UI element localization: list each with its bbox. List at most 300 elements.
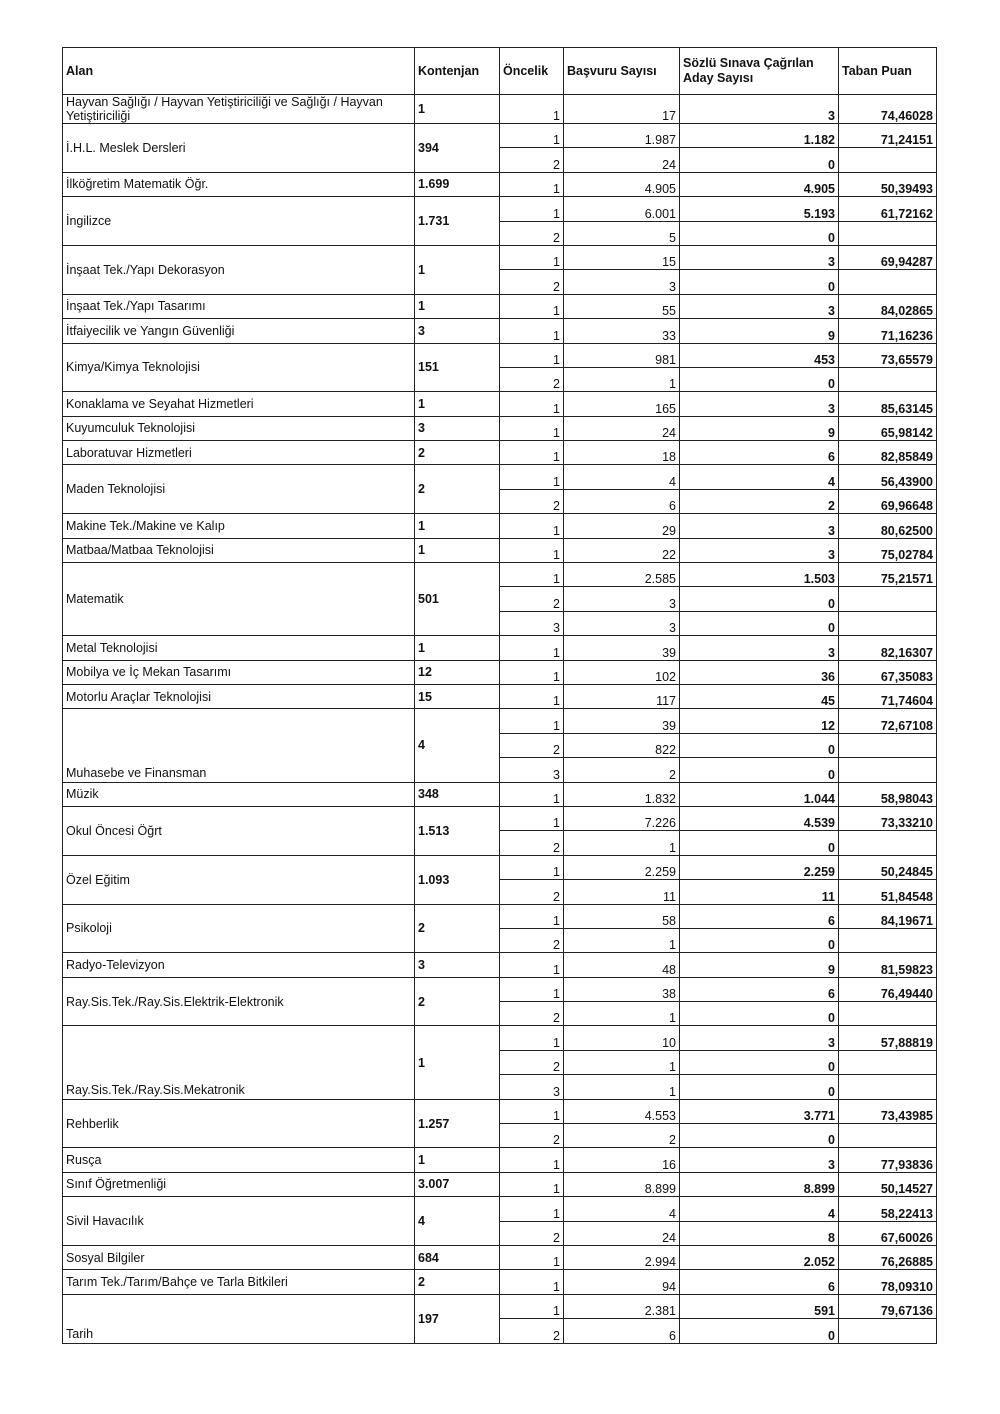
basvuru-cell: 2.381 [564, 1294, 680, 1318]
oncelik-cell: 2 [500, 367, 564, 391]
oncelik-cell: 1 [500, 95, 564, 124]
alan-cell: Kuyumculuk Teknolojisi [63, 416, 415, 440]
header-kontenjan: Kontenjan [415, 48, 500, 95]
kontenjan-cell: 4 [415, 709, 500, 782]
table-row [63, 172, 937, 196]
sozlu-cell: 1.182 [680, 124, 839, 148]
table-row [63, 855, 937, 879]
oncelik-cell: 3 [500, 611, 564, 635]
oncelik-cell: 1 [500, 1099, 564, 1123]
table-row [63, 1099, 937, 1123]
basvuru-cell: 15 [564, 245, 680, 269]
basvuru-cell: 3 [564, 270, 680, 294]
sozlu-cell: 9 [680, 416, 839, 440]
sozlu-cell: 4.539 [680, 806, 839, 830]
taban-cell [839, 367, 937, 391]
alan-cell: Ray.Sis.Tek./Ray.Sis.Mekatronik [63, 1026, 415, 1099]
oncelik-cell: 1 [500, 636, 564, 660]
table-row [63, 684, 937, 708]
table-row [63, 124, 937, 148]
kontenjan-cell: 1.093 [415, 855, 500, 904]
basvuru-cell: 1 [564, 1002, 680, 1026]
taban-cell: 71,74604 [839, 684, 937, 708]
kontenjan-cell: 2 [415, 441, 500, 465]
basvuru-cell: 1 [564, 928, 680, 952]
alan-cell: Radyo-Televizyon [63, 953, 415, 977]
table-row [63, 977, 937, 1001]
oncelik-cell: 2 [500, 1050, 564, 1074]
alan-cell: Konaklama ve Seyahat Hizmetleri [63, 392, 415, 416]
oncelik-cell: 2 [500, 489, 564, 513]
header-sozlu: Sözlü Sınava Çağrılan Aday Sayısı [680, 48, 839, 95]
basvuru-cell: 24 [564, 1221, 680, 1245]
basvuru-cell: 165 [564, 392, 680, 416]
kontenjan-cell: 4 [415, 1197, 500, 1246]
taban-cell [839, 1002, 937, 1026]
kontenjan-cell: 3 [415, 416, 500, 440]
alan-cell: Rehberlik [63, 1099, 415, 1148]
sozlu-cell: 11 [680, 880, 839, 904]
table-row [63, 1172, 937, 1196]
basvuru-cell: 6.001 [564, 197, 680, 221]
taban-cell: 84,19671 [839, 904, 937, 928]
sozlu-cell: 5.193 [680, 197, 839, 221]
basvuru-cell: 4 [564, 1197, 680, 1221]
oncelik-cell: 2 [500, 148, 564, 172]
sozlu-cell: 0 [680, 1050, 839, 1074]
basvuru-cell: 1.832 [564, 782, 680, 806]
table-row [63, 319, 937, 343]
sozlu-cell: 12 [680, 709, 839, 733]
kontenjan-cell: 2 [415, 465, 500, 514]
oncelik-cell: 2 [500, 587, 564, 611]
basvuru-cell: 6 [564, 1319, 680, 1343]
oncelik-cell: 2 [500, 733, 564, 757]
kontenjan-cell: 3.007 [415, 1172, 500, 1196]
table-row [63, 392, 937, 416]
basvuru-cell: 7.226 [564, 806, 680, 830]
table-row [63, 806, 937, 830]
sozlu-cell: 3 [680, 245, 839, 269]
oncelik-cell: 1 [500, 1197, 564, 1221]
kontenjan-cell: 1 [415, 1026, 500, 1099]
oncelik-cell: 1 [500, 343, 564, 367]
oncelik-cell: 2 [500, 928, 564, 952]
taban-cell [839, 1050, 937, 1074]
taban-cell [839, 270, 937, 294]
sozlu-cell: 0 [680, 1124, 839, 1148]
alan-cell: Okul Öncesi Öğrt [63, 806, 415, 855]
oncelik-cell: 1 [500, 1026, 564, 1050]
sozlu-cell: 0 [680, 831, 839, 855]
kontenjan-cell: 1 [415, 245, 500, 294]
oncelik-cell: 3 [500, 1075, 564, 1099]
oncelik-cell: 1 [500, 514, 564, 538]
table-row [63, 514, 937, 538]
basvuru-cell: 94 [564, 1270, 680, 1294]
oncelik-cell: 1 [500, 172, 564, 196]
sozlu-cell: 45 [680, 684, 839, 708]
taban-cell: 76,49440 [839, 977, 937, 1001]
basvuru-cell: 4.905 [564, 172, 680, 196]
taban-cell [839, 733, 937, 757]
sozlu-cell: 6 [680, 441, 839, 465]
sozlu-cell: 3 [680, 636, 839, 660]
taban-cell: 74,46028 [839, 95, 937, 124]
taban-cell: 78,09310 [839, 1270, 937, 1294]
basvuru-cell: 2.259 [564, 855, 680, 879]
sozlu-cell: 0 [680, 221, 839, 245]
alan-cell: İnşaat Tek./Yapı Dekorasyon [63, 245, 415, 294]
taban-cell: 67,60026 [839, 1221, 937, 1245]
oncelik-cell: 1 [500, 319, 564, 343]
alan-cell: Sivil Havacılık [63, 1197, 415, 1246]
kontenjan-cell: 1 [415, 636, 500, 660]
oncelik-cell: 3 [500, 758, 564, 782]
taban-cell [839, 758, 937, 782]
taban-cell [839, 221, 937, 245]
sozlu-cell: 3 [680, 1148, 839, 1172]
table-row [63, 416, 937, 440]
taban-cell: 57,88819 [839, 1026, 937, 1050]
sozlu-cell: 2.259 [680, 855, 839, 879]
taban-cell [839, 1319, 937, 1343]
taban-cell: 79,67136 [839, 1294, 937, 1318]
alan-cell: İnşaat Tek./Yapı Tasarımı [63, 294, 415, 318]
table-row [63, 1148, 937, 1172]
basvuru-cell: 39 [564, 709, 680, 733]
basvuru-cell: 4.553 [564, 1099, 680, 1123]
kontenjan-cell: 348 [415, 782, 500, 806]
basvuru-cell: 3 [564, 587, 680, 611]
header-basvuru: Başvuru Sayısı [564, 48, 680, 95]
alan-cell: Maden Teknolojisi [63, 465, 415, 514]
table-row [63, 1270, 937, 1294]
oncelik-cell: 1 [500, 416, 564, 440]
taban-cell: 77,93836 [839, 1148, 937, 1172]
basvuru-cell: 4 [564, 465, 680, 489]
taban-cell: 71,16236 [839, 319, 937, 343]
kontenjan-cell: 1.731 [415, 197, 500, 246]
table-row [63, 1197, 937, 1221]
oncelik-cell: 1 [500, 1294, 564, 1318]
kontenjan-cell: 15 [415, 684, 500, 708]
taban-cell: 81,59823 [839, 953, 937, 977]
taban-cell: 82,85849 [839, 441, 937, 465]
oncelik-cell: 2 [500, 880, 564, 904]
table-row [63, 1294, 937, 1318]
taban-cell: 69,96648 [839, 489, 937, 513]
sozlu-cell: 3.771 [680, 1099, 839, 1123]
basvuru-cell: 981 [564, 343, 680, 367]
alan-cell: Muhasebe ve Finansman [63, 709, 415, 782]
taban-cell: 76,26885 [839, 1245, 937, 1269]
table-row [63, 563, 937, 587]
basvuru-cell: 102 [564, 660, 680, 684]
basvuru-cell: 48 [564, 953, 680, 977]
kontenjan-cell: 151 [415, 343, 500, 392]
sozlu-cell: 0 [680, 148, 839, 172]
basvuru-cell: 2.994 [564, 1245, 680, 1269]
alan-cell: Özel Eğitim [63, 855, 415, 904]
oncelik-cell: 1 [500, 197, 564, 221]
oncelik-cell: 1 [500, 538, 564, 562]
table-row [63, 953, 937, 977]
basvuru-cell: 33 [564, 319, 680, 343]
table-row [63, 1026, 937, 1050]
alan-cell: Hayvan Sağlığı / Hayvan Yetiştiriciliği ve Sağlığı / Hayvan Yetiştiriciliği [63, 95, 415, 124]
alan-cell: Metal Teknolojisi [63, 636, 415, 660]
alan-cell: Sınıf Öğretmenliği [63, 1172, 415, 1196]
sozlu-cell: 0 [680, 270, 839, 294]
taban-cell: 50,14527 [839, 1172, 937, 1196]
table-row [63, 441, 937, 465]
sozlu-cell: 453 [680, 343, 839, 367]
table-body [63, 95, 937, 1344]
taban-cell [839, 587, 937, 611]
taban-cell: 71,24151 [839, 124, 937, 148]
alan-cell: Mobilya ve İç Mekan Tasarımı [63, 660, 415, 684]
kontenjan-cell: 1.513 [415, 806, 500, 855]
basvuru-cell: 1.987 [564, 124, 680, 148]
basvuru-cell: 2 [564, 758, 680, 782]
taban-cell: 51,84548 [839, 880, 937, 904]
taban-cell [839, 928, 937, 952]
basvuru-cell: 10 [564, 1026, 680, 1050]
taban-cell: 82,16307 [839, 636, 937, 660]
sozlu-cell: 1.044 [680, 782, 839, 806]
oncelik-cell: 1 [500, 977, 564, 1001]
taban-cell [839, 1075, 937, 1099]
sozlu-cell: 0 [680, 367, 839, 391]
basvuru-cell: 16 [564, 1148, 680, 1172]
kontenjan-cell: 1 [415, 514, 500, 538]
oncelik-cell: 1 [500, 124, 564, 148]
sozlu-cell: 3 [680, 514, 839, 538]
alan-cell: Müzik [63, 782, 415, 806]
table-row [63, 95, 937, 124]
basvuru-cell: 6 [564, 489, 680, 513]
oncelik-cell: 1 [500, 465, 564, 489]
oncelik-cell: 1 [500, 904, 564, 928]
kontenjan-cell: 1 [415, 294, 500, 318]
sozlu-cell: 8.899 [680, 1172, 839, 1196]
oncelik-cell: 1 [500, 1148, 564, 1172]
sozlu-cell: 0 [680, 758, 839, 782]
header-oncelik: Öncelik [500, 48, 564, 95]
kontenjan-cell: 2 [415, 904, 500, 953]
kontenjan-cell: 1.699 [415, 172, 500, 196]
basvuru-cell: 1 [564, 1075, 680, 1099]
kontenjan-cell: 12 [415, 660, 500, 684]
sozlu-cell: 6 [680, 1270, 839, 1294]
sozlu-cell: 9 [680, 953, 839, 977]
basvuru-cell: 1 [564, 831, 680, 855]
kontenjan-cell: 197 [415, 1294, 500, 1343]
table-row [63, 709, 937, 733]
basvuru-cell: 8.899 [564, 1172, 680, 1196]
alan-cell: Motorlu Araçlar Teknolojisi [63, 684, 415, 708]
sozlu-cell: 0 [680, 1319, 839, 1343]
kontenjan-cell: 1 [415, 1148, 500, 1172]
sozlu-cell: 9 [680, 319, 839, 343]
basvuru-cell: 5 [564, 221, 680, 245]
kontenjan-cell: 684 [415, 1245, 500, 1269]
alan-cell: İlköğretim Matematik Öğr. [63, 172, 415, 196]
taban-cell [839, 148, 937, 172]
table-row [63, 782, 937, 806]
oncelik-cell: 1 [500, 1172, 564, 1196]
kontenjan-cell: 1 [415, 392, 500, 416]
oncelik-cell: 1 [500, 709, 564, 733]
sozlu-cell: 3 [680, 392, 839, 416]
taban-cell: 73,33210 [839, 806, 937, 830]
basvuru-cell: 2 [564, 1124, 680, 1148]
table-row [63, 660, 937, 684]
basvuru-cell: 1 [564, 1050, 680, 1074]
taban-cell: 73,65579 [839, 343, 937, 367]
taban-cell: 58,22413 [839, 1197, 937, 1221]
sozlu-cell: 3 [680, 1026, 839, 1050]
oncelik-cell: 2 [500, 270, 564, 294]
oncelik-cell: 1 [500, 660, 564, 684]
oncelik-cell: 1 [500, 953, 564, 977]
taban-cell: 80,62500 [839, 514, 937, 538]
taban-cell: 72,67108 [839, 709, 937, 733]
sozlu-cell: 36 [680, 660, 839, 684]
basvuru-cell: 17 [564, 95, 680, 124]
basvuru-cell: 55 [564, 294, 680, 318]
sozlu-cell: 3 [680, 538, 839, 562]
taban-cell [839, 831, 937, 855]
basvuru-cell: 2.585 [564, 563, 680, 587]
sozlu-cell: 6 [680, 904, 839, 928]
basvuru-cell: 1 [564, 367, 680, 391]
kontenjan-cell: 1.257 [415, 1099, 500, 1148]
alan-cell: Sosyal Bilgiler [63, 1245, 415, 1269]
sozlu-cell: 2.052 [680, 1245, 839, 1269]
basvuru-cell: 38 [564, 977, 680, 1001]
oncelik-cell: 1 [500, 1245, 564, 1269]
oncelik-cell: 1 [500, 684, 564, 708]
alan-cell: Tarım Tek./Tarım/Bahçe ve Tarla Bitkileri [63, 1270, 415, 1294]
table-row [63, 294, 937, 318]
sozlu-cell: 8 [680, 1221, 839, 1245]
table-row [63, 904, 937, 928]
basvuru-cell: 29 [564, 514, 680, 538]
taban-cell [839, 1124, 937, 1148]
kontenjan-cell: 2 [415, 977, 500, 1026]
sozlu-cell: 1.503 [680, 563, 839, 587]
alan-cell: Matbaa/Matbaa Teknolojisi [63, 538, 415, 562]
oncelik-cell: 1 [500, 806, 564, 830]
taban-cell: 69,94287 [839, 245, 937, 269]
oncelik-cell: 2 [500, 1221, 564, 1245]
oncelik-cell: 2 [500, 221, 564, 245]
basvuru-cell: 24 [564, 416, 680, 440]
taban-cell: 58,98043 [839, 782, 937, 806]
table-row [63, 636, 937, 660]
sozlu-cell: 0 [680, 928, 839, 952]
kontenjan-cell: 3 [415, 953, 500, 977]
taban-cell: 50,39493 [839, 172, 937, 196]
header-row [63, 48, 937, 95]
basvuru-cell: 39 [564, 636, 680, 660]
sozlu-cell: 2 [680, 489, 839, 513]
alan-cell: Laboratuvar Hizmetleri [63, 441, 415, 465]
basvuru-cell: 822 [564, 733, 680, 757]
oncelik-cell: 2 [500, 1002, 564, 1026]
alan-cell: Rusça [63, 1148, 415, 1172]
alan-cell: Matematik [63, 563, 415, 636]
taban-cell: 50,24845 [839, 855, 937, 879]
basvuru-cell: 11 [564, 880, 680, 904]
sozlu-cell: 0 [680, 587, 839, 611]
results-table [62, 47, 937, 1344]
sozlu-cell: 0 [680, 1002, 839, 1026]
alan-cell: İngilizce [63, 197, 415, 246]
sozlu-cell: 0 [680, 733, 839, 757]
header-taban: Taban Puan [839, 48, 937, 95]
oncelik-cell: 1 [500, 392, 564, 416]
oncelik-cell: 1 [500, 245, 564, 269]
taban-cell: 75,21571 [839, 563, 937, 587]
header-alan: Alan [63, 48, 415, 95]
basvuru-cell: 58 [564, 904, 680, 928]
kontenjan-cell: 501 [415, 563, 500, 636]
oncelik-cell: 2 [500, 1124, 564, 1148]
kontenjan-cell: 1 [415, 538, 500, 562]
alan-cell: Makine Tek./Makine ve Kalıp [63, 514, 415, 538]
table-row [63, 538, 937, 562]
alan-cell: Psikoloji [63, 904, 415, 953]
basvuru-cell: 22 [564, 538, 680, 562]
kontenjan-cell: 3 [415, 319, 500, 343]
table-row [63, 197, 937, 221]
oncelik-cell: 1 [500, 294, 564, 318]
table-row [63, 343, 937, 367]
basvuru-cell: 18 [564, 441, 680, 465]
sozlu-cell: 591 [680, 1294, 839, 1318]
sozlu-cell: 3 [680, 95, 839, 124]
sozlu-cell: 6 [680, 977, 839, 1001]
alan-cell: Kimya/Kimya Teknolojisi [63, 343, 415, 392]
oncelik-cell: 2 [500, 831, 564, 855]
sozlu-cell: 0 [680, 611, 839, 635]
oncelik-cell: 2 [500, 1319, 564, 1343]
table-row [63, 1245, 937, 1269]
alan-cell: Ray.Sis.Tek./Ray.Sis.Elektrik-Elektronik [63, 977, 415, 1026]
sozlu-cell: 4.905 [680, 172, 839, 196]
kontenjan-cell: 2 [415, 1270, 500, 1294]
taban-cell: 85,63145 [839, 392, 937, 416]
alan-cell: Tarih [63, 1294, 415, 1343]
taban-cell: 67,35083 [839, 660, 937, 684]
table-row [63, 465, 937, 489]
sozlu-cell: 4 [680, 1197, 839, 1221]
oncelik-cell: 1 [500, 855, 564, 879]
oncelik-cell: 1 [500, 441, 564, 465]
kontenjan-cell: 394 [415, 124, 500, 173]
basvuru-cell: 3 [564, 611, 680, 635]
taban-cell: 75,02784 [839, 538, 937, 562]
oncelik-cell: 1 [500, 1270, 564, 1294]
taban-cell: 84,02865 [839, 294, 937, 318]
oncelik-cell: 1 [500, 782, 564, 806]
alan-cell: İtfaiyecilik ve Yangın Güvenliği [63, 319, 415, 343]
oncelik-cell: 1 [500, 563, 564, 587]
table-row [63, 245, 937, 269]
